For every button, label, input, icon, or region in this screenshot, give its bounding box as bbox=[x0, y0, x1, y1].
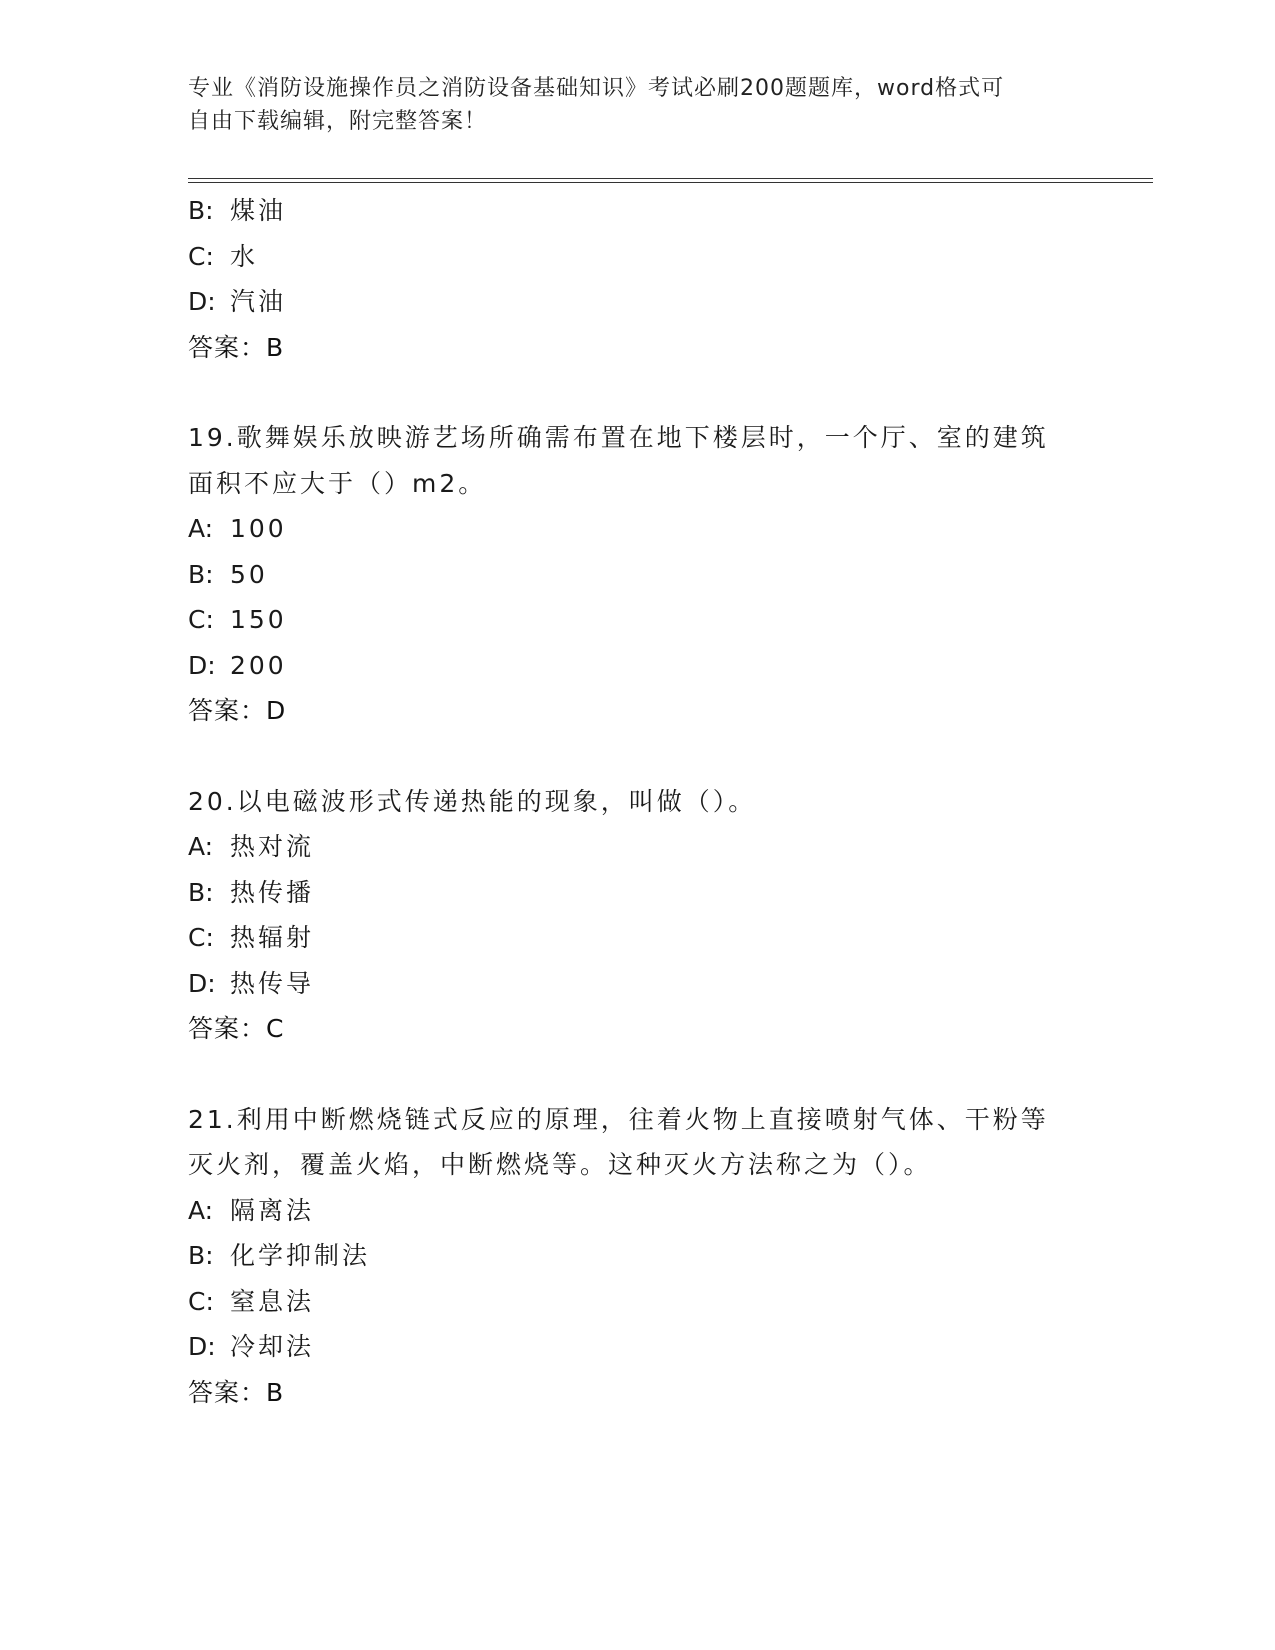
option-c bbox=[188, 915, 1088, 961]
question-20 bbox=[188, 779, 1088, 1052]
option-d bbox=[188, 1324, 1088, 1370]
answer-line: 答案：B bbox=[188, 1377, 285, 1407]
answer-line: 答案：B bbox=[188, 332, 285, 362]
option-text: 煤油 bbox=[230, 196, 287, 225]
option-b bbox=[188, 870, 1088, 916]
header-divider-bottom bbox=[188, 182, 1153, 183]
header-line-2: 自由下载编辑，附完整答案！ bbox=[188, 109, 488, 134]
option-text: 水 bbox=[230, 241, 259, 271]
option-c bbox=[188, 1279, 1088, 1325]
option-letter: C: bbox=[188, 605, 214, 634]
option-text: 汽油 bbox=[230, 287, 287, 316]
answer-line: 答案：C bbox=[188, 1014, 285, 1043]
option-letter: B: bbox=[188, 196, 214, 225]
spacer bbox=[188, 1052, 1088, 1097]
option-letter: A: bbox=[188, 832, 214, 861]
answer-line: 答案：D bbox=[188, 696, 287, 725]
option-b bbox=[188, 1233, 1088, 1279]
option-text: 热对流 bbox=[230, 832, 315, 861]
option-letter: C: bbox=[188, 1286, 214, 1316]
question-list bbox=[188, 188, 1088, 1415]
question-stem-line-1: 21.利用中断燃烧链式反应的原理，往着火物上直接喷射气体、干粉等 bbox=[188, 1104, 1049, 1134]
option-d bbox=[188, 643, 1088, 689]
option-d bbox=[188, 961, 1088, 1007]
option-text: 隔离法 bbox=[230, 1195, 315, 1225]
option-letter: D: bbox=[188, 650, 216, 680]
option-letter: D: bbox=[188, 968, 216, 998]
option-letter: C: bbox=[188, 241, 214, 271]
option-a bbox=[188, 1188, 1088, 1234]
option-b bbox=[188, 552, 1088, 598]
question-stem-line-2: 面积不应大于（）m2。 bbox=[188, 468, 487, 498]
spacer bbox=[188, 734, 1088, 779]
option-b bbox=[188, 188, 1088, 234]
option-letter: A: bbox=[188, 1195, 214, 1225]
option-a bbox=[188, 824, 1088, 870]
question-stem-line-1: 19.歌舞娱乐放映游艺场所确需布置在地下楼层时，一个厅、室的建筑 bbox=[188, 423, 1049, 452]
option-a bbox=[188, 506, 1088, 552]
option-text: 50 bbox=[230, 559, 268, 589]
option-letter: B: bbox=[188, 559, 214, 589]
option-text: 窒息法 bbox=[230, 1286, 315, 1316]
spacer bbox=[188, 370, 1088, 415]
option-letter: C: bbox=[188, 923, 214, 952]
question-stem-line-2: 灭火剂，覆盖火焰，中断燃烧等。这种灭火方法称之为（）。 bbox=[188, 1150, 932, 1179]
question-stem-line-1: 20.以电磁波形式传递热能的现象，叫做（）。 bbox=[188, 786, 757, 816]
option-text: 热传播 bbox=[230, 877, 315, 907]
option-text: 热传导 bbox=[230, 968, 315, 998]
option-text: 200 bbox=[230, 650, 287, 680]
option-letter: A: bbox=[188, 514, 214, 543]
option-letter: D: bbox=[188, 1332, 216, 1361]
question-21 bbox=[188, 1097, 1088, 1416]
header-divider-top bbox=[188, 178, 1153, 179]
option-text: 100 bbox=[230, 514, 287, 543]
option-text: 化学抑制法 bbox=[230, 1241, 371, 1270]
header-line-1: 专业《消防设施操作员之消防设备基础知识》考试必刷200题题库，word格式可 bbox=[188, 76, 1005, 101]
option-text: 150 bbox=[230, 605, 287, 634]
option-d bbox=[188, 279, 1088, 325]
question-19 bbox=[188, 415, 1088, 734]
option-letter: D: bbox=[188, 287, 216, 316]
page-header bbox=[188, 72, 1078, 138]
question-18-continued bbox=[188, 188, 1088, 370]
option-c bbox=[188, 597, 1088, 643]
option-text: 热辐射 bbox=[230, 923, 315, 952]
option-letter: B: bbox=[188, 877, 214, 907]
option-c bbox=[188, 234, 1088, 280]
option-letter: B: bbox=[188, 1241, 214, 1270]
option-text: 冷却法 bbox=[230, 1332, 315, 1361]
